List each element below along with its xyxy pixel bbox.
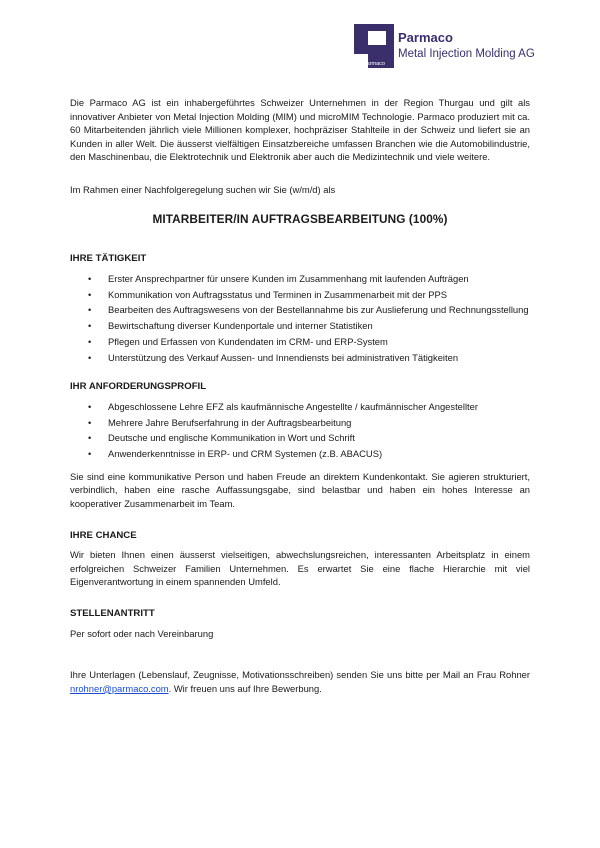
bullet-icon: •	[88, 432, 92, 444]
bullet-icon: •	[88, 400, 92, 412]
list-item: • Unterstützung des Verkauf Aussen- und Innendiensts bei administrativen Tätigkeiten	[88, 351, 459, 363]
company-intro: Die Parmaco AG ist ein inhabergeführtes Schweizer Unternehmen in der Region Thurgau und gilt als innovativer Anbieter von Metal Injection Molding (MIM) und microMIM Technologie. Parmaco produziert mit ca. 60 Mitarbeitenden jährlich viele Millionen komplexer, hochpräziser Stahlteile in der Schweiz und liefert sie an Kunden in aller Welt. Die äusserst vielfältigen Einsatzbereiche umfassen Branchen wie die Automobilindustrie, den Maschinenbau, die Elektrotechnik und Elektronik aber auch die Medizintechnik und viele weitere.	[70, 97, 530, 163]
list-item: • Pflegen und Erfassen von Kundendaten im CRM- und ERP-System	[88, 335, 388, 347]
bullet-icon: •	[88, 288, 92, 300]
bullet-icon: •	[88, 272, 92, 284]
closing-paragraph: Ihre Unterlagen (Lebenslauf, Zeugnisse, Motivationsschreiben) senden Sie uns bitte per Mail an Frau Rohner nrohner@parmaco.com. Wir freuen uns auf Ihre Bewerbung.	[70, 669, 530, 694]
list-item: • Bewirtschaftung diverser Kundenportale und interner Statistiken	[88, 320, 373, 332]
company-logo	[354, 24, 584, 72]
job-title: MITARBEITER/IN AUFTRAGSBEARBEITUNG (100%)	[152, 211, 448, 226]
list-item: • Kommunikation von Auftragsstatus und Terminen in Zusammenarbeit mit der PPS	[88, 288, 448, 300]
taetigkeit-list	[70, 272, 530, 365]
email-link[interactable]: nrohner@parmaco.com	[70, 682, 169, 694]
list-item: • Bearbeiten des Auftragswesens von der Bestellannahme bis zur Auslieferung und Rechnungsstellung	[88, 304, 529, 316]
list-item: • Abgeschlossene Lehre EFZ als kaufmännische Angestellte / kaufmännischer Angestellter	[88, 400, 478, 412]
heading-stellenantritt: STELLENANTRITT	[70, 607, 155, 619]
list-item: • Deutsche und englische Kommunikation in Wort und Schrift	[88, 432, 355, 444]
brand-name: Parmaco	[398, 30, 453, 45]
chance-paragraph: Wir bieten Ihnen einen äusserst vielseitigen, abwechslungsreichen, interessanten Arbeitsplatz in einem erfolgreichen Schweizer Familien Unternehmen. Es erwartet Sie eine flache Hierarchie mit viel Eigenverantwortung in einem spannenden Umfeld.	[70, 549, 530, 588]
bullet-icon: •	[88, 320, 92, 332]
bullet-icon: •	[88, 351, 92, 363]
heading-chance: IHRE CHANCE	[70, 529, 137, 541]
stellenantritt-text: Per sofort oder nach Vereinbarung	[70, 627, 214, 639]
bullet-icon: •	[88, 304, 92, 316]
heading-taetigkeit: IHRE TÄTIGKEIT	[70, 253, 147, 265]
list-item: • Mehrere Jahre Berufserfahrung in der Auftragsbearbeitung	[88, 416, 352, 428]
bullet-icon: •	[88, 448, 92, 460]
logo-mark-text: Parmaco	[362, 61, 386, 67]
list-item: • Anwenderkenntnisse in ERP- und CRM Systemen (z.B. ABACUS)	[88, 448, 383, 460]
brand-subtitle: Metal Injection Molding AG	[398, 48, 535, 60]
profile-paragraph: Sie sind eine kommunikative Person und haben Freude an direktem Kundenkontakt. Sie agieren strukturiert, verbindlich, haben eine rasche Auffassungsgabe, sind belastbar und haben ein hohes Interesse an kooperativer Zusammenarbeit im Team.	[70, 470, 530, 509]
profil-list	[70, 400, 530, 461]
bullet-icon: •	[88, 335, 92, 347]
bullet-icon: •	[88, 416, 92, 428]
heading-anforderungsprofil: IHR ANFORDERUNGSPROFIL	[70, 381, 207, 393]
parmaco-logo-mark	[354, 24, 394, 68]
lead-sentence: Im Rahmen einer Nachfolgeregelung suchen wir Sie (w/m/d) als	[70, 184, 336, 195]
job-posting	[70, 96, 530, 695]
list-item: • Erster Ansprechpartner für unsere Kunden im Zusammenhang mit laufenden Aufträgen	[88, 272, 469, 284]
